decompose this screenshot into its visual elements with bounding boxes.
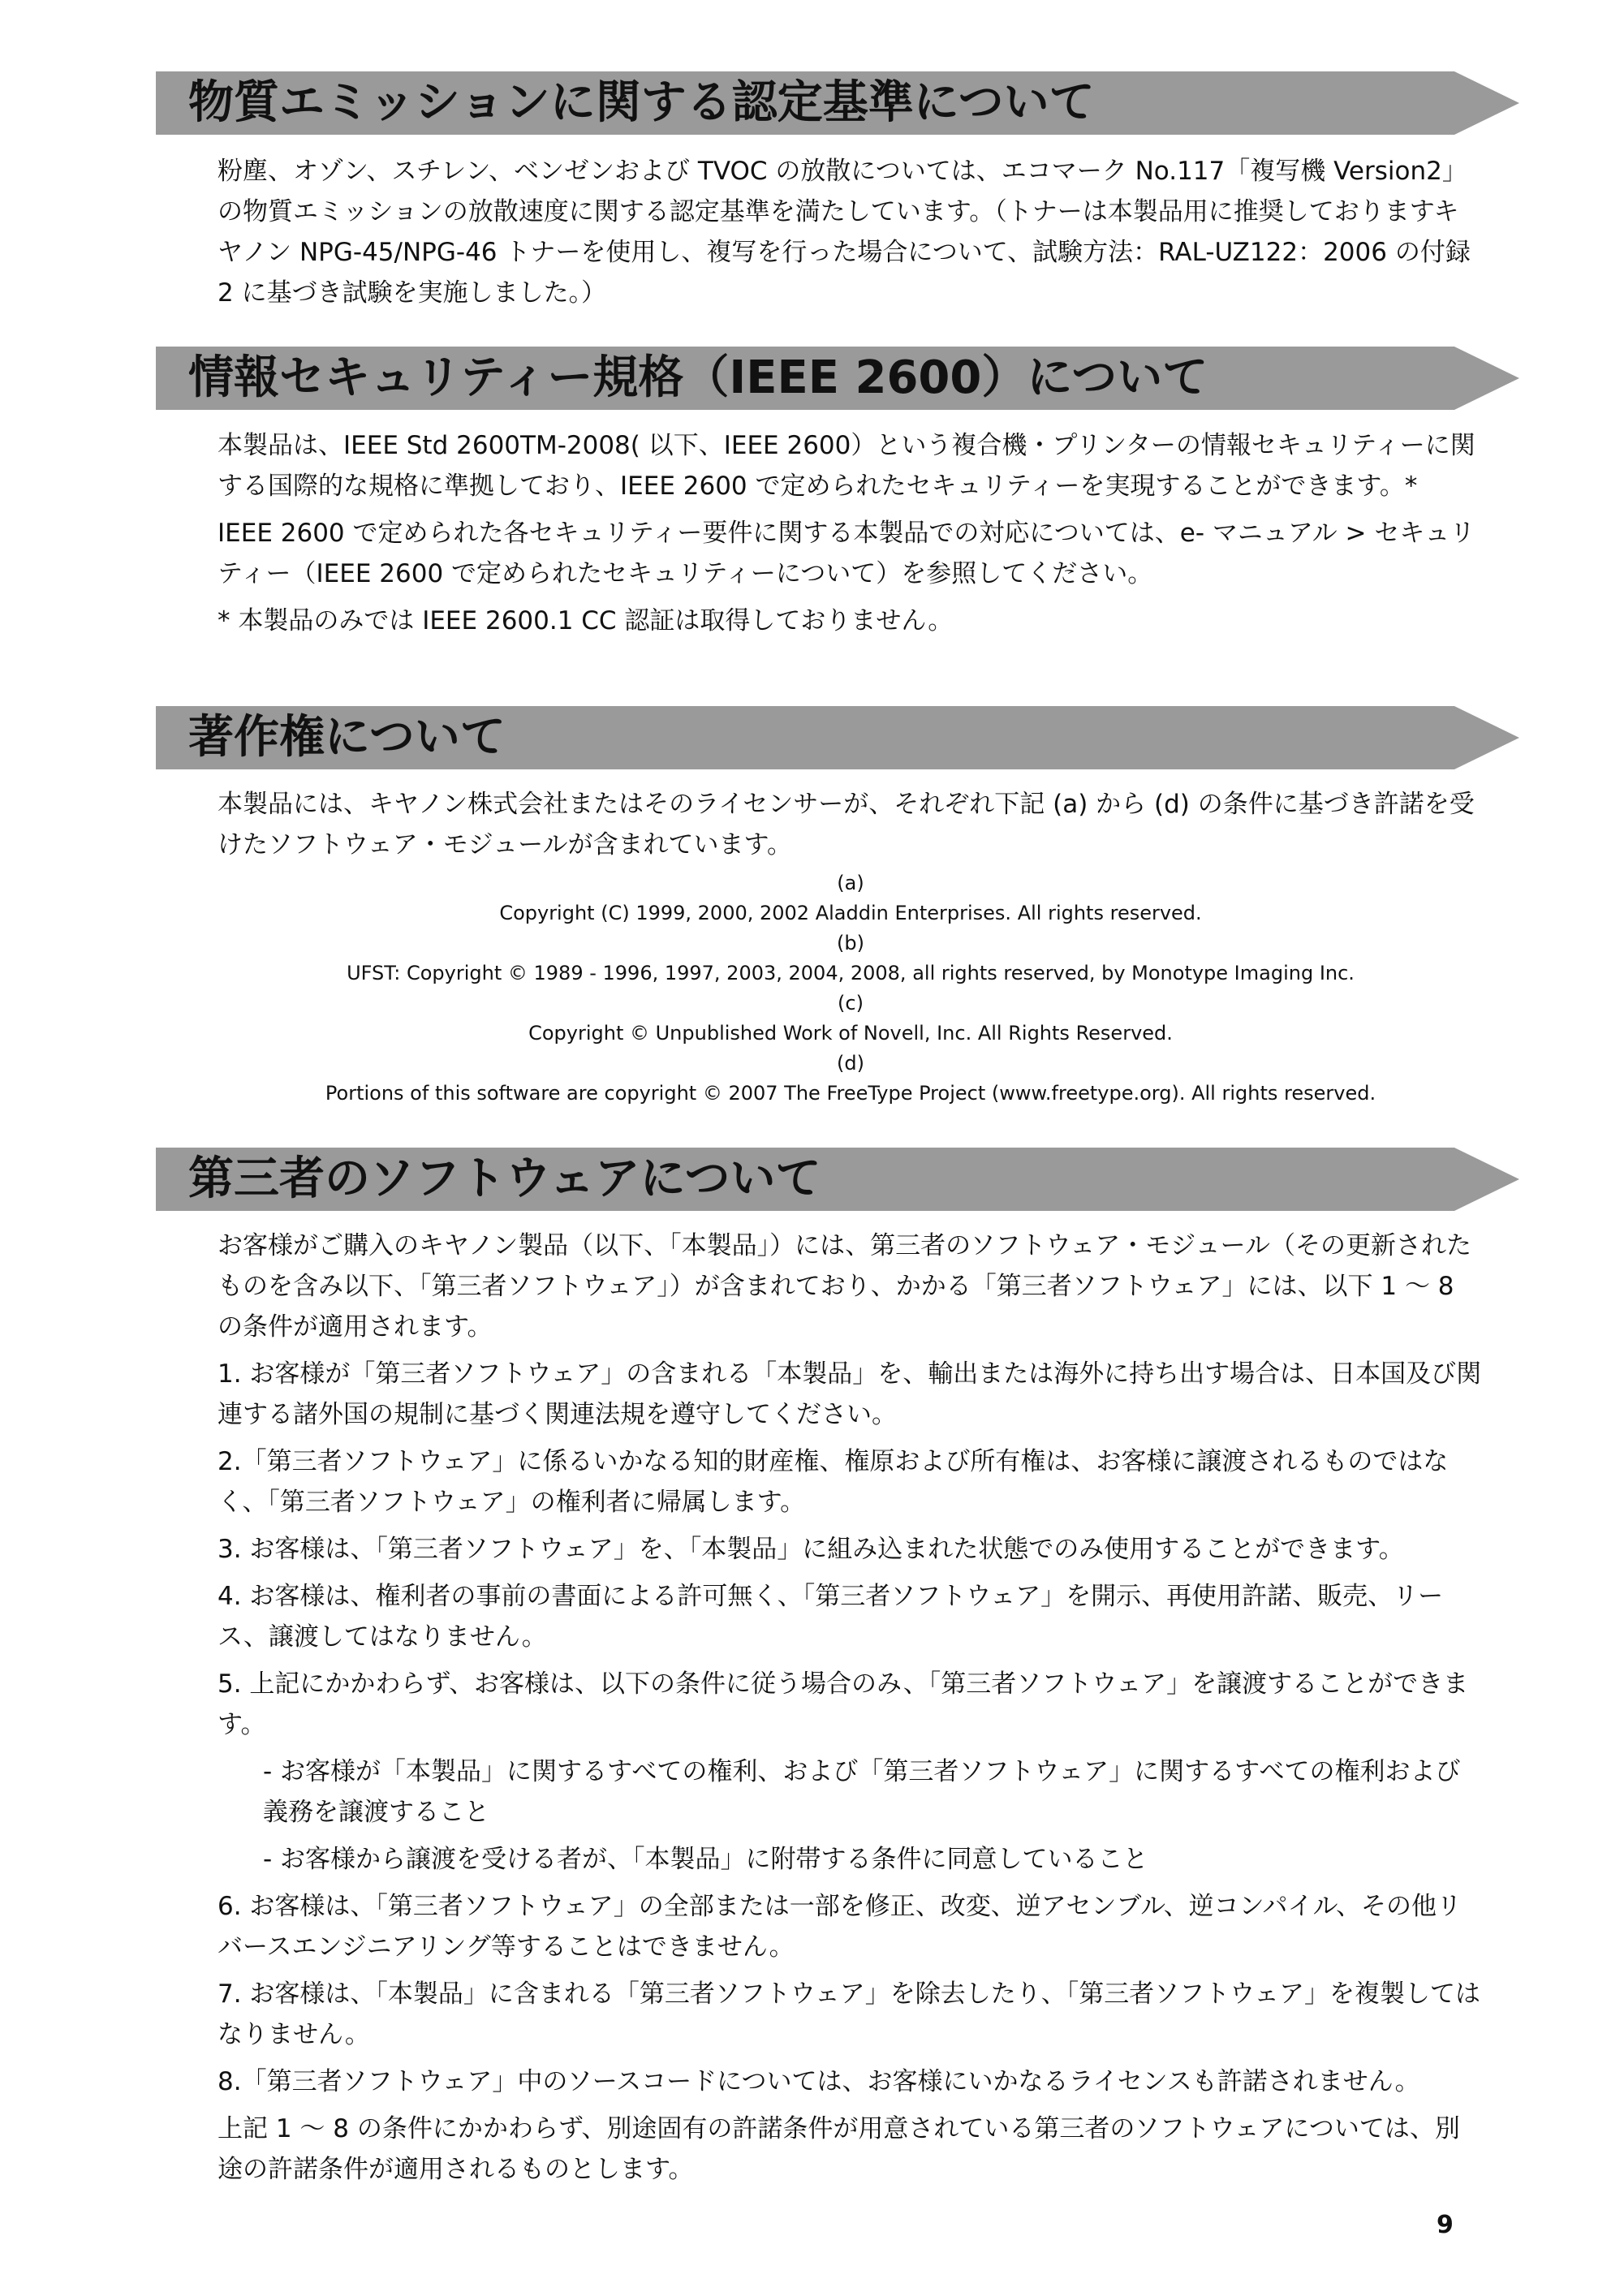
notice-text-c: Copyright © Unpublished Work of Novell, Inc. All Rights Reserved. (528, 1022, 1173, 1045)
section-header-emission (156, 71, 1519, 135)
section-title: 著作権について (188, 711, 506, 764)
section-title: 情報セキュリティー規格（IEEE 2600）について (188, 351, 1208, 404)
condition-item: 2.「第三者ソフトウェア」に係るいかなる知的財産権、権原および所有権は、お客様に譲渡されるものではなく、「第三者ソフトウェア」の権利者に帰属します。 (218, 1447, 1449, 1517)
section-header-ieee2600 (156, 347, 1519, 410)
condition-item: 1. お客様が「第三者ソフトウェア」の含まれる「本製品」を、輸出または海外に持ち出す場合は、日本国及び関連する諸外国の規制に基づく関連法規を遵守してください。 (218, 1359, 1482, 1429)
section-title: 第三者のソフトウェアについて (188, 1152, 821, 1205)
notice-label-a: (a) (837, 872, 864, 894)
paragraph: お客様がご購入のキヤノン製品（以下、「本製品」）には、第三者のソフトウェア・モジュール（その更新されたものを含み以下、「第三者ソフトウェア」）が含まれており、かかる「第三者ソフトウェア」には、以下 1 〜 8 の条件が適用されます。 (218, 1231, 1472, 1342)
section-body-copyright (218, 784, 1484, 872)
condition-item: 5. 上記にかかわらず、お客様は、以下の条件に従う場合のみ、「第三者ソフトウェア」を譲渡することができます。 (218, 1669, 1469, 1739)
section-title: 物質エミッションに関する認定基準について (188, 76, 1095, 129)
notice-text-a: Copyright (C) 1999, 2000, 2002 Aladdin Enterprises. All rights reserved. (499, 902, 1202, 924)
paragraph: IEEE 2600 で定められた各セキュリティー要件に関する本製品での対応については、e- マニュアル > セキュリティー（IEEE 2600 で定められたセキュリティーについて）を参照してください。 (218, 519, 1475, 588)
notice-text-b: UFST: Copyright © 1989 - 1996, 1997, 2003, 2004, 2008, all rights reserved, by Monotype Imaging Inc. (347, 962, 1355, 984)
notice-label-d: (d) (837, 1052, 864, 1075)
condition-item: 7. お客様は、「本製品」に含まれる「第三者ソフトウェア」を除去したり、「第三者ソフトウェア」を複製してはなりません。 (218, 1979, 1480, 2049)
section-body-third-party (218, 1226, 1484, 2196)
section-body-ieee2600 (218, 425, 1484, 648)
paragraph: 粉塵、オゾン、スチレン、ベンゼンおよび TVOC の放散については、エコマーク No.117「複写機 Version2」の物質エミッションの放散速度に関する認定基準を満たしています。（トナーは本製品用に推奨しておりますキヤノン NPG-45/NPG-46 トナーを使用し、複写を行った場合について、試験方法：RAL-UZ122：2006 の付録 2 に基づき試験を実施しました。） (218, 157, 1471, 308)
condition-item: 3. お客様は、「第三者ソフトウェア」を、「本製品」に組み込まれた状態でのみ使用することができます。 (218, 1535, 1404, 1564)
paragraph: 本製品は、IEEE Std 2600TM-2008( 以下、IEEE 2600）という複合機・プリンターの情報セキュリティーに関する国際的な規格に準拠しており、IEEE 2600 で定められたセキュリティーを実現することができます。* (218, 431, 1475, 501)
sub-condition-item: - お客様から譲渡を受ける者が、「本製品」に附帯する条件に同意していること (263, 1845, 1148, 1874)
closing-paragraph: 上記 1 〜 8 の条件にかかわらず、別途固有の許諾条件が用意されている第三者のソフトウェアについては、別途の許諾条件が適用されるものとします。 (218, 2114, 1460, 2184)
condition-item: 4. お客様は、権利者の事前の書面による許可無く、「第三者ソフトウェア」を開示、再使用許諾、販売、リース、譲渡してはなりません。 (218, 1582, 1444, 1652)
notice-text-d: Portions of this software are copyright © 2007 The FreeType Project (www.freetype.org). All rights reserved. (325, 1082, 1376, 1105)
notice-label-b: (b) (837, 932, 864, 954)
section-header-third-party (156, 1148, 1519, 1211)
section-header-copyright (156, 706, 1519, 769)
sub-condition-item: - お客様が「本製品」に関するすべての権利、および「第三者ソフトウェア」に関するすべての権利および義務を譲渡すること (263, 1757, 1461, 1827)
page-number: 9 (1437, 2211, 1454, 2239)
section-body-emission (218, 151, 1484, 320)
paragraph: 本製品には、キヤノン株式会社またはそのライセンサーが、それぞれ下記 (a) から (d) の条件に基づき許諾を受けたソフトウェア・モジュールが含まれています。 (218, 790, 1475, 859)
condition-item: 6. お客様は、「第三者ソフトウェア」の全部または一部を修正、改変、逆アセンブル、逆コンパイル、その他リバースエンジニアリング等することはできません。 (218, 1892, 1462, 1962)
notice-label-c: (c) (838, 992, 864, 1014)
copyright-notices (218, 868, 1484, 1109)
footnote: * 本製品のみでは IEEE 2600.1 CC 認証は取得しておりません。 (218, 606, 954, 635)
condition-item: 8.「第三者ソフトウェア」中のソースコードについては、お客様にいかなるライセンスも許諾されません。 (218, 2067, 1420, 2096)
